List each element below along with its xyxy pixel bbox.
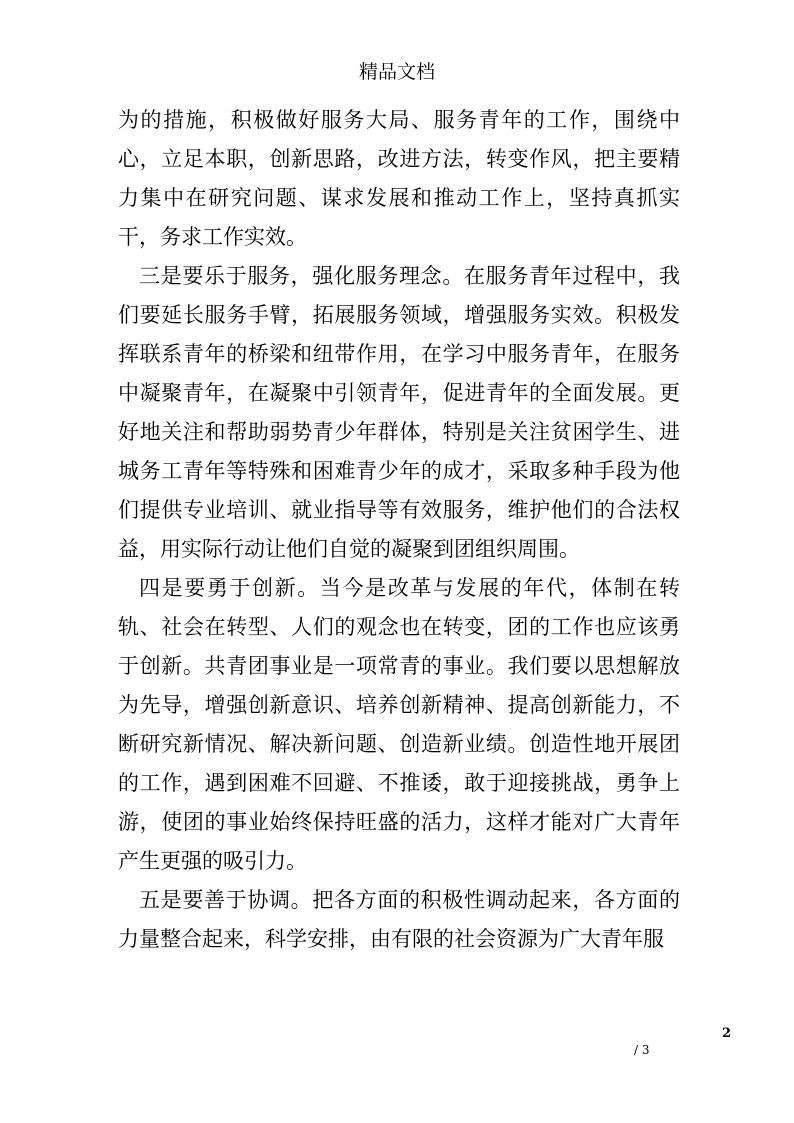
page-total: / 3 — [634, 1043, 650, 1057]
document-body — [118, 101, 680, 959]
paragraph-service: 三是要乐于服务，强化服务理念。在服务青年过程中，我们要延长服务手臂，拓展服务领域，增强服务实效。积极发挥联系青年的桥梁和纽带作用，在学习中服务青年，在服务中凝聚青年，在凝聚中引领青年，促进青年的全面发展。更好地关注和帮助弱势青少年群体，特别是关注贫困学生、进城务工青年等特殊和困难青少年的成才，采取多种手段为他们提供专业培训、就业指导等有效服务，维护他们的合法权益，用实际行动让他们自觉的凝聚到团组织周围。 — [118, 264, 680, 561]
paragraph-innovation: 四是要勇于创新。当今是改革与发展的年代，体制在转轨、社会在转型、人们的观念也在转变，团的工作也应该勇于创新。共青团事业是一项常青的事业。我们要以思想解放为先导，增强创新意识、培养创新精神、提高创新能力，不断研究新情况、解决新问题、创造新业绩。创造性地开展团的工作，遇到困难不回避、不推诿，敢于迎接挑战，勇争上游，使团的事业始终保持旺盛的活力，这样才能对广大青年产生更强的吸引力。 — [118, 576, 680, 873]
page-header-title: 精品文档 — [358, 61, 435, 83]
page-number: 2 — [722, 1026, 732, 1041]
paragraph-continued: 为的措施，积极做好服务大局、服务青年的工作，围绕中心，立足本职，创新思路，改进方法，转变作风，把主要精力集中在研究问题、谋求发展和推动工作上，坚持真抓实干，务求工作实效。 — [118, 108, 680, 249]
paragraph-coordination: 五是要善于协调。把各方面的积极性调动起来，各方面的力量整合起来，科学安排，由有限的社会资源为广大青年服 — [118, 888, 680, 951]
